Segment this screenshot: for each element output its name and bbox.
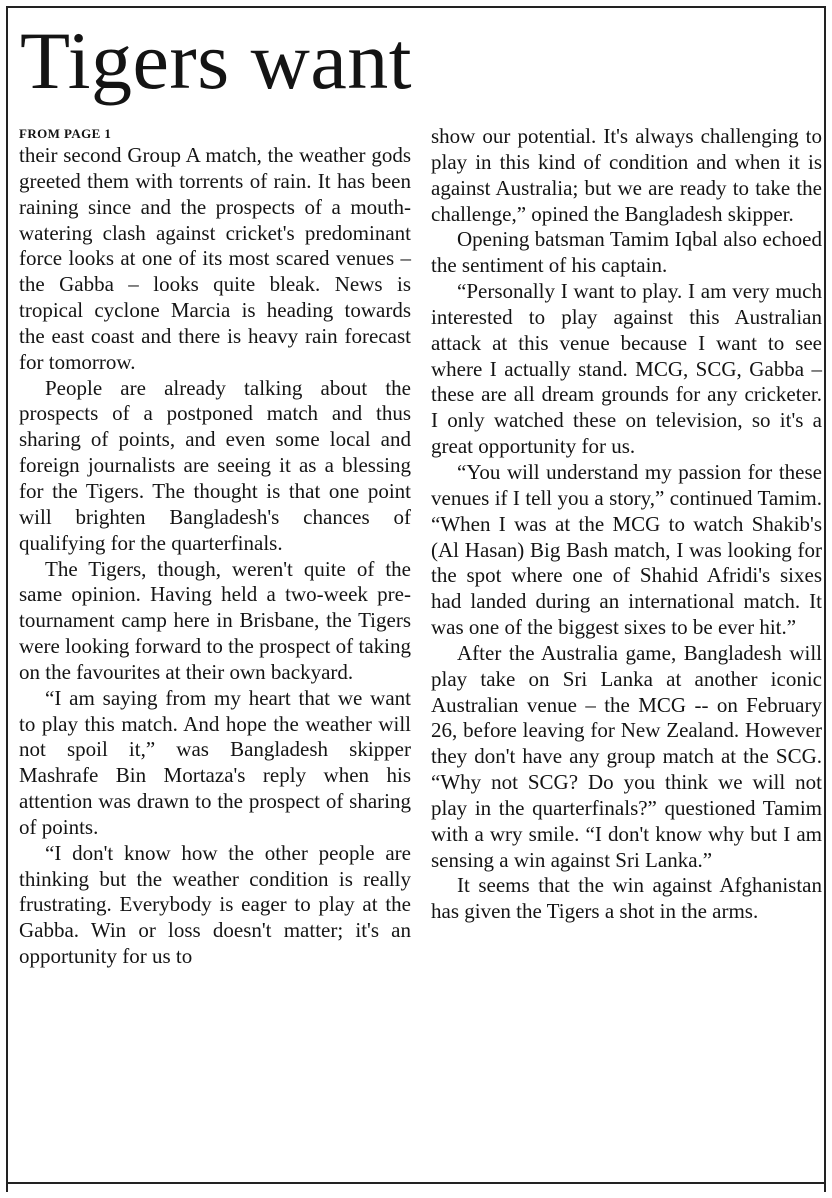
headline: Tigers want: [20, 15, 412, 106]
paragraph: their second Group A match, the weather gods greeted them with torrents of rain. It has been raining since and the prospects of a mouth-watering clash against cricket's predominant force looks at one of its most scared venues – the Gabba – looks quite bleak. News is tropical cyclone Marcia is heading towards the east coast and there is heavy rain forecast for tomorrow.: [19, 143, 411, 374]
paragraph: Opening batsman Tamim Iqbal also echoed the sentiment of his captain.: [431, 227, 822, 278]
paragraph: show our potential. It's always challenging to play in this kind of condition and when it is against Australia; but we are ready to take the challenge,” opined the Bangladesh skipper.: [431, 124, 822, 226]
paragraph: The Tigers, though, weren't quite of the same opinion. Having held a two-week pre-tournament camp here in Brisbane, the Tigers were looking forward to the prospect of taking on the favourites at their own backyard.: [19, 556, 411, 684]
paragraph: “Personally I want to play. I am very much interested to play against this Australian attack at this venue because I want to see where I actually stand. MCG, SCG, Gabba – these are all dream grounds for any cricketer. I only watched these on television, so it's a great opportunity for us.: [431, 279, 822, 459]
paragraph: It seems that the win against Afghanistan has given the Tigers a shot in the arms.: [431, 873, 822, 924]
paragraph: People are already talking about the prospects of a postponed match and thus sharing of points, and even some local and foreign journalists are seeing it as a blessing for the Tigers. The thought is that one point will brighten Bangladesh's chances of qualifying for the quarterfinals.: [19, 375, 411, 555]
right-column: [431, 124, 822, 925]
paragraph: “You will understand my passion for these venues if I tell you a story,” continued Tamim. “When I was at the MCG to watch Shakib's (Al Hasan) Big Bash match, I was looking for the spot where one of Shahid Afridi's sixes had landed during an international match. It was one of the biggest sixes to be ever hit.”: [431, 459, 822, 640]
bottom-rule: [6, 1182, 826, 1184]
left-column: [19, 126, 411, 970]
paragraph: “I am saying from my heart that we want to play this match. And hope the weather will not spoil it,” was Bangladesh skipper Mashrafe Bin Mortaza's reply when his attention was drawn to the prospect of sharing of points.: [19, 685, 411, 839]
paragraph: After the Australia game, Bangladesh will play take on Sri Lanka at another iconic Australian venue – the MCG -- on February 26, before leaving for New Zealand. However they don't have any group match at the SCG. “Why not SCG? Do you think we will not play in the quarterfinals?” questioned Tamim with a wry smile. “I don't know why but I am sensing a win against Sri Lanka.”: [431, 640, 822, 872]
jump-line: FROM PAGE 1: [19, 126, 112, 141]
paragraph: “I don't know how the other people are thinking but the weather condition is really frustrating. Everybody is eager to play at the Gabba. Win or loss doesn't matter; it's an opportunity for us to: [19, 840, 411, 969]
